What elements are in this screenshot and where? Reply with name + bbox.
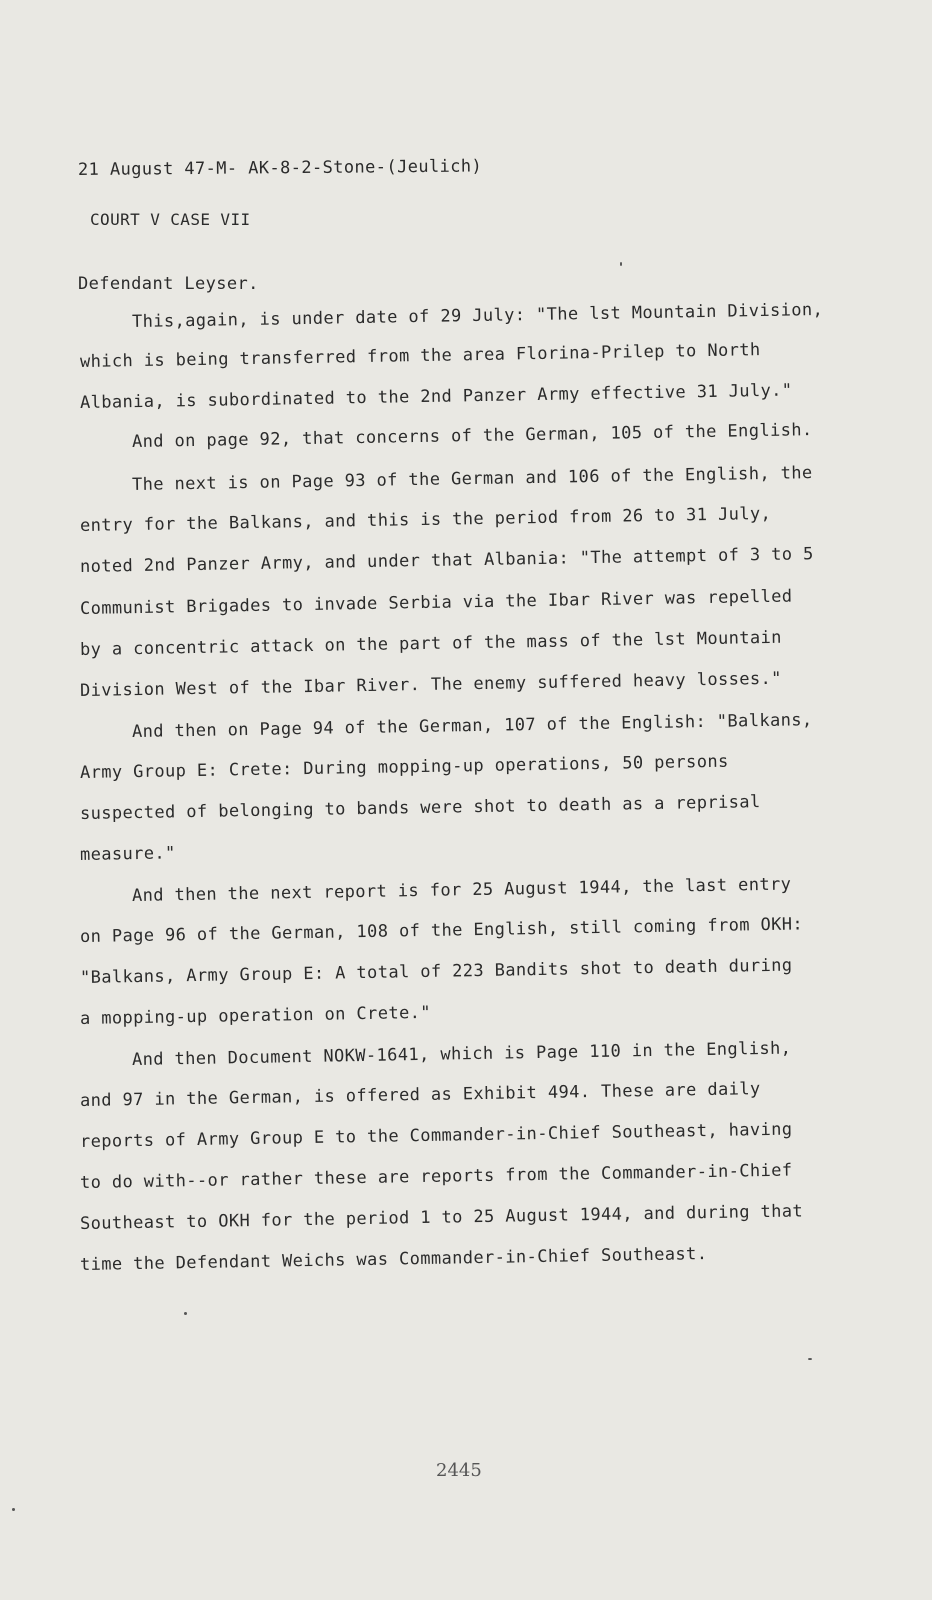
text-line: Army Group E: Crete: During mopping-up operations, 50 persons (79, 751, 729, 783)
defendant-label: Defendant Leyser. (78, 274, 259, 294)
text-line: The next is on Page 93 of the German and 106 of the English, the (131, 463, 813, 495)
text-line: entry for the Balkans, and this is the period from 26 to 31 July, (79, 503, 772, 536)
text-line: noted 2nd Panzer Army, and under that Albania: "The attempt of 3 to 5 (79, 544, 814, 577)
text-line: a mopping-up operation on Crete." (79, 1002, 432, 1029)
paper-speck (12, 1508, 15, 1511)
text-line: "Balkans, Army Group E: A total of 223 Bandits shot to death during (79, 955, 793, 988)
text-line: And then Document NOKW-1641, which is Page 110 in the English, (131, 1038, 792, 1070)
text-line: on Page 96 of the German, 108 of the English, still coming from OKH: (79, 914, 804, 947)
court-case-label: COURT V CASE VII (90, 210, 251, 229)
page-number: 2445 (436, 1460, 482, 1481)
text-line: which is being transferred from the area Florina-Prilep to North (79, 340, 761, 372)
text-line: measure." (79, 843, 176, 865)
text-line: time the Defendant Weichs was Commander-in-Chief Southeast. (79, 1244, 708, 1275)
text-line: This,again, is under date of 29 July: "The lst Mountain Division, (131, 299, 824, 332)
text-line: Southeast to OKH for the period 1 to 25 August 1944, and during that (79, 1201, 804, 1234)
text-line: Albania, is subordinated to the 2nd Panzer Army effective 31 July." (79, 380, 793, 413)
paper-speck (620, 262, 622, 266)
text-line: And then on Page 94 of the German, 107 of the English: "Balkans, (131, 710, 813, 742)
text-line: Communist Brigades to invade Serbia via the Ibar River was repelled (79, 586, 793, 619)
paper-speck (184, 1312, 187, 1315)
text-line: to do with--or rather these are reports from the Commander-in-Chief (79, 1160, 793, 1193)
text-line: Division West of the Ibar River. The enemy suffered heavy losses." (79, 668, 782, 701)
text-line: reports of Army Group E to the Commander-in-Chief Southeast, having (79, 1119, 793, 1152)
text-line: by a concentric attack on the part of the mass of the lst Mountain (79, 627, 782, 660)
text-line: And then the next report is for 25 August 1944, the last entry (131, 874, 792, 906)
text-line: And on page 92, that concerns of the German, 105 of the English. (131, 420, 813, 452)
paper-speck (808, 1358, 812, 1360)
text-line: suspected of belonging to bands were shot to death as a reprisal (79, 792, 761, 824)
document-header: 21 August 47-M- AK-8-2-Stone-(Jeulich) (77, 156, 483, 180)
text-line: and 97 in the German, is offered as Exhibit 494. These are daily (79, 1079, 761, 1111)
